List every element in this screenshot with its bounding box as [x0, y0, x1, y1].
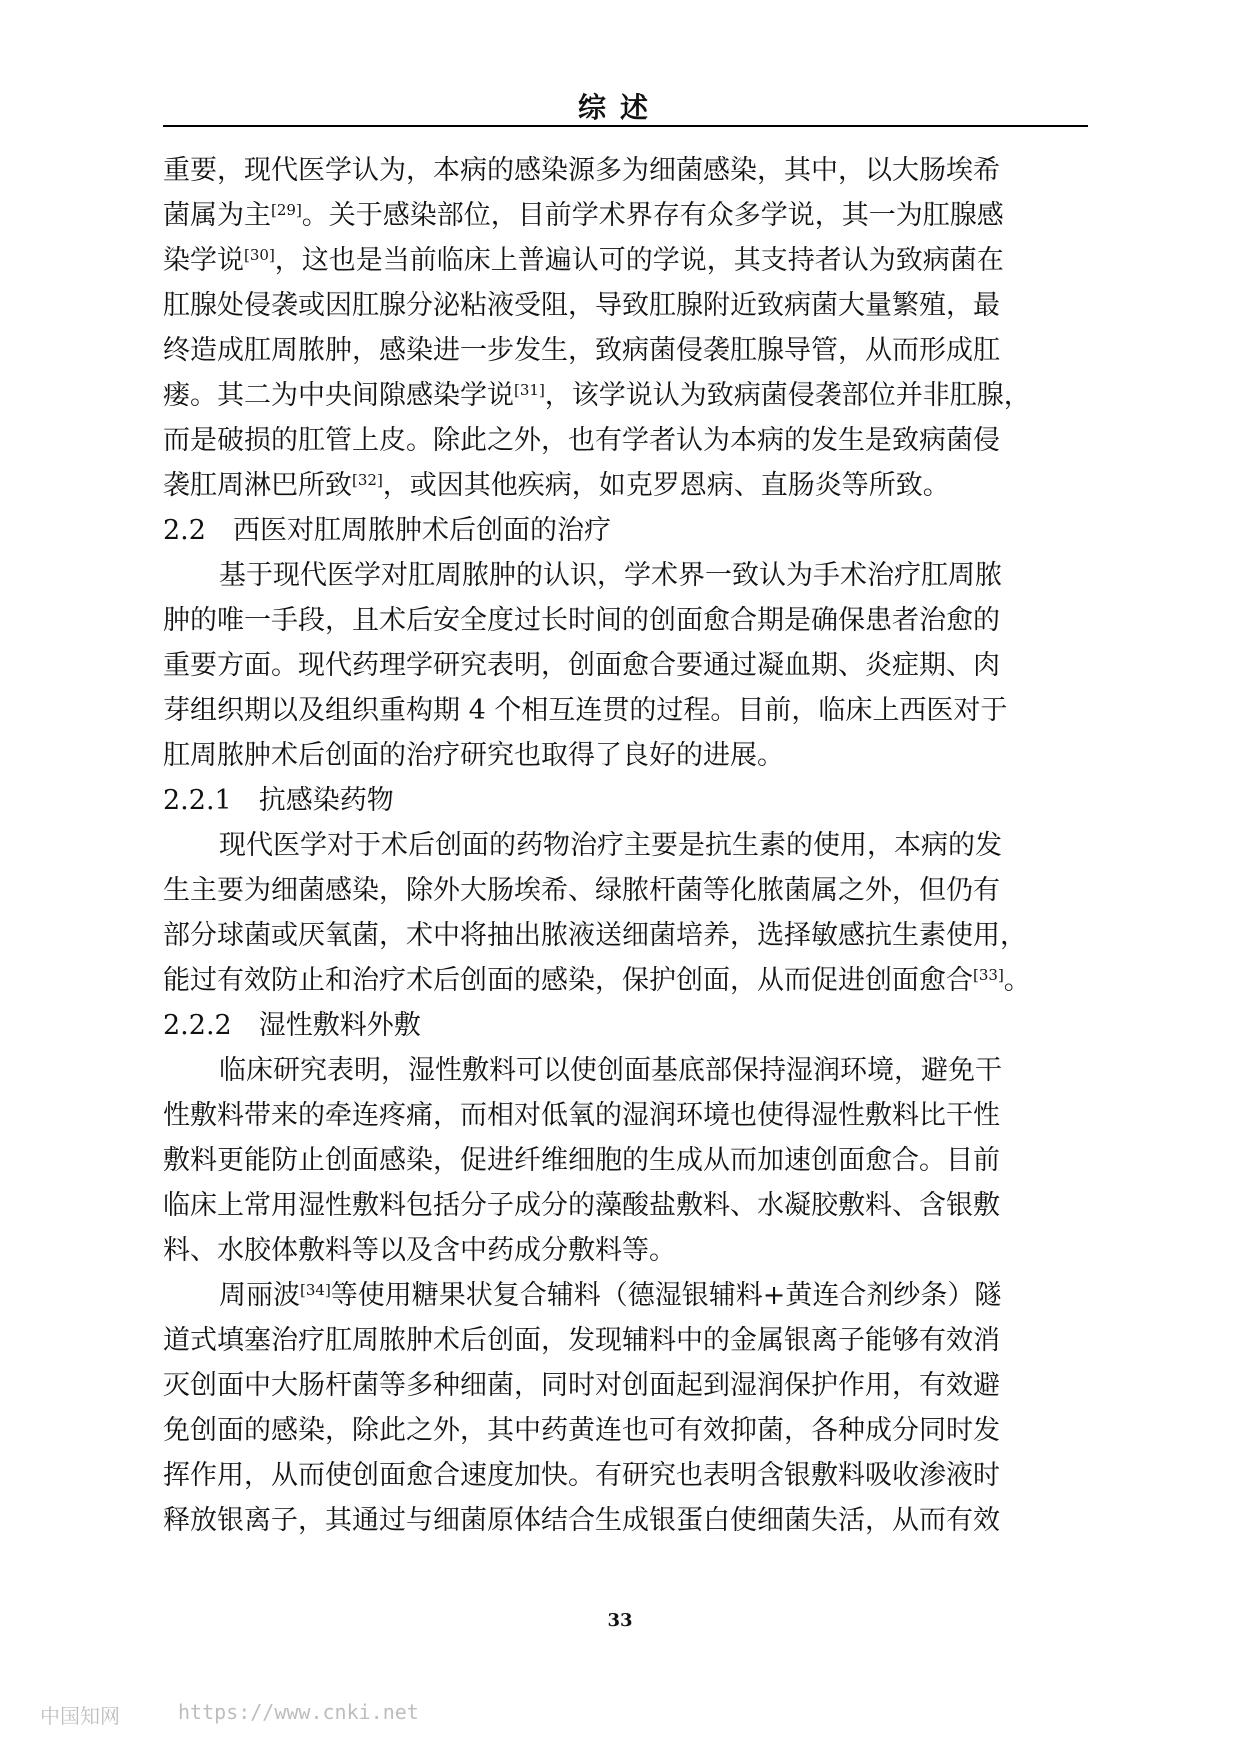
text-run: 部分球菌或厌氧菌，术中将抽出脓液送细菌培养，选择敏感抗生素使用， — [163, 920, 1027, 951]
text-line — [163, 643, 1088, 688]
text-run: 重要方面。现代药理学研究表明，创面愈合要通过凝血期、炎症期、肉 — [163, 650, 1000, 681]
watermark-url: https://www.cnki.net — [178, 1700, 419, 1724]
text-run: 免创面的感染，除此之外，其中药黄连也可有效抑菌，各种成分同时发 — [163, 1415, 1000, 1446]
text-run: 袭肛周淋巴所致 — [163, 470, 352, 501]
text-run: 周丽波 — [219, 1280, 300, 1311]
text-line — [163, 238, 1088, 283]
text-run: 芽组织期以及组织重构期 4 个相互连贯的过程。目前，临床上西医对于 — [163, 695, 1008, 726]
text-run: 菌属为主 — [163, 200, 271, 231]
text-line — [163, 373, 1088, 418]
text-run: 能过有效防止和治疗术后创面的感染，保护创面，从而促进创面愈合 — [163, 965, 973, 996]
header-rule — [163, 125, 1088, 127]
text-run: 2.2.2 湿性敷料外敷 — [163, 1010, 421, 1041]
text-run: 临床上常用湿性敷料包括分子成分的藻酸盐敷料、水凝胶敷料、含银敷 — [163, 1190, 1000, 1221]
text-run: 2.2.1 抗感染药物 — [163, 785, 394, 816]
text-line — [163, 508, 1088, 553]
citation-ref: [31] — [514, 381, 545, 399]
body-text — [163, 148, 1088, 1543]
text-run: 敷料更能防止创面感染，促进纤维细胞的生成从而加速创面愈合。目前 — [163, 1145, 1000, 1176]
text-line — [163, 1498, 1088, 1543]
text-run: 肛腺处侵袭或因肛腺分泌粘液受阻，导致肛腺附近致病菌大量繁殖，最 — [163, 290, 1000, 321]
text-run: 重要，现代医学认为，本病的感染源多为细菌感染，其中，以大肠埃希 — [163, 155, 1000, 186]
text-line — [163, 1318, 1088, 1363]
text-run: 基于现代医学对肛周脓肿的认识，学术界一致认为手术治疗肛周脓 — [219, 560, 1002, 591]
citation-ref: [34] — [300, 1281, 331, 1299]
text-line — [163, 733, 1088, 778]
text-line — [163, 1453, 1088, 1498]
text-run: 生主要为细菌感染，除外大肠埃希、绿脓杆菌等化脓菌属之外，但仍有 — [163, 875, 1000, 906]
text-run: 道式填塞治疗肛周脓肿术后创面，发现辅料中的金属银离子能够有效消 — [163, 1325, 1000, 1356]
text-line — [163, 148, 1088, 193]
text-line — [163, 1003, 1088, 1048]
text-run: 灭创面中大肠杆菌等多种细菌，同时对创面起到湿润保护作用，有效避 — [163, 1370, 1000, 1401]
text-run: ，该学说认为致病菌侵袭部位并非肛腺， — [544, 380, 1031, 411]
text-run: 。关于感染部位，目前学术界存有众多学说，其一为肛腺感 — [301, 200, 1004, 231]
text-run: 肛周脓肿术后创面的治疗研究也取得了良好的进展。 — [163, 740, 784, 771]
text-run: ，这也是当前临床上普遍认可的学说，其支持者认为致病菌在 — [274, 245, 1004, 276]
text-run: 终造成肛周脓肿，感染进一步发生，致病菌侵袭肛腺导管，从而形成肛 — [163, 335, 1000, 366]
text-line — [163, 958, 1088, 1003]
watermark-cnki-logo: 中国知网 — [40, 1704, 120, 1728]
text-run: 肿的唯一手段，且术后安全度过长时间的创面愈合期是确保患者治愈的 — [163, 605, 1000, 636]
text-run: 现代医学对于术后创面的药物治疗主要是抗生素的使用，本病的发 — [219, 830, 1002, 861]
text-line — [163, 778, 1088, 823]
text-line — [163, 193, 1088, 238]
text-run: 释放银离子，其通过与细菌原体结合生成银蛋白使细菌失活，从而有效 — [163, 1505, 1000, 1536]
text-run: 而是破损的肛管上皮。除此之外，也有学者认为本病的发生是致病菌侵 — [163, 425, 1000, 456]
text-line — [163, 868, 1088, 913]
text-line — [163, 1363, 1088, 1408]
citation-ref: [32] — [352, 471, 383, 489]
text-line — [163, 553, 1088, 598]
citation-ref: [29] — [271, 201, 302, 219]
text-run: 瘘。其二为中央间隙感染学说 — [163, 380, 514, 411]
text-run: 性敷料带来的牵连疼痛，而相对低氧的湿润环境也使得湿性敷料比干性 — [163, 1100, 1000, 1131]
text-run: 。 — [1003, 965, 1031, 996]
text-run: 挥作用，从而使创面愈合速度加快。有研究也表明含银敷料吸收渗液时 — [163, 1460, 1000, 1491]
text-line — [163, 913, 1088, 958]
text-run: 临床研究表明，湿性敷料可以使创面基底部保持湿润环境，避免干 — [219, 1055, 1002, 1086]
text-line — [163, 1138, 1088, 1183]
text-run: 染学说 — [163, 245, 244, 276]
text-line — [163, 598, 1088, 643]
text-line — [163, 823, 1088, 868]
text-run: 等使用糖果状复合辅料（德湿银辅料+黄连合剂纱条）隧 — [330, 1280, 1002, 1311]
text-line — [163, 418, 1088, 463]
text-line — [163, 1183, 1088, 1228]
text-line — [163, 688, 1088, 733]
page-header-title: 综述 — [577, 91, 662, 124]
citation-ref: [30] — [244, 246, 275, 264]
page-number: 33 — [607, 1610, 633, 1631]
text-line — [163, 1048, 1088, 1093]
text-line — [163, 1408, 1088, 1453]
citation-ref: [33] — [973, 966, 1004, 984]
text-run: 2.2 西医对肛周脓肿术后创面的治疗 — [163, 515, 611, 546]
text-run: 料、水胶体敷料等以及含中药成分敷料等。 — [163, 1235, 676, 1266]
text-line — [163, 328, 1088, 373]
text-line — [163, 1273, 1088, 1318]
text-line — [163, 283, 1088, 328]
text-line — [163, 1093, 1088, 1138]
text-line — [163, 463, 1088, 508]
text-run: ，或因其他疾病，如克罗恩病、直肠炎等所致。 — [382, 470, 950, 501]
text-line — [163, 1228, 1088, 1273]
